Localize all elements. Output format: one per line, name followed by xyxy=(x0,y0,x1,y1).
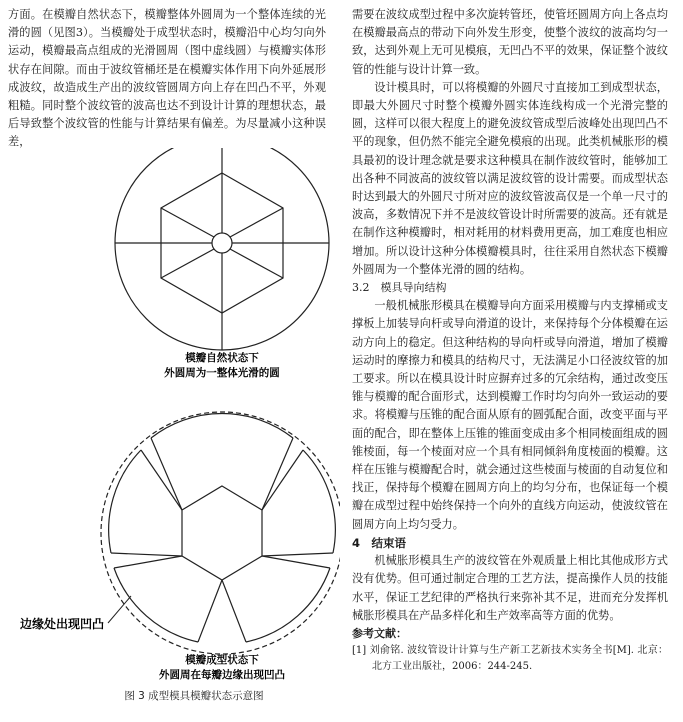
natural-label-line2: 外圆周为一整体光滑的圆 xyxy=(164,367,280,379)
forming-label-line1: 模瓣成型状态下 xyxy=(185,654,259,666)
dashed-envelope-circle xyxy=(101,412,340,654)
right-paragraph-3: 一般机械胀形模具在模瓣导向方面采用模瓣与内支撑桶或支撑板上加装导向杆或导向滑道的设计，来保持每个分体模瓣在运动方向上的稳定。但这种结构的导向杆或导向滑道，增加了模瓣运动时的摩擦力和模具的结构尺寸，无法满足小口径波纹管的加工要求。所以在模具设计时应摒弃过多的冗余结构，通过改变压锥与模瓣的配合面形式，达到模瓣工作时均匀向外一致运动的要求。将模瓣与压锥的配合面从原有的圆弧配合面，改变平面与平面的配合，即在整体上压锥的锥面变成由多个相同棱面组成的圆锥棱面，每一个棱面对应一个具有相同倾斜角度棱面的模瓣。这样在压锥与模瓣配合时，就会通过这些棱面与棱面的自动复位和找正，保持每个模瓣在圆周方向上的均匀分布，也保证每一个模瓣在成型过程中始终保持一个向外的直线方向运动，使波纹管在圆周方向上均匀受力。 xyxy=(352,299,668,531)
center-hexagon xyxy=(182,486,262,580)
segment-arc-top xyxy=(151,413,293,438)
forming-state-diagram xyxy=(101,412,340,654)
forming-label-line2: 外圆周在每瓣边缘出现凹凸 xyxy=(159,669,285,681)
right-paragraph-1: 需要在波纹成型过程中多次旋转管坯，使管坯圆周方向上各点均在模瓣最高点的带动下向外发生形变，使整个波纹的波高均匀一致，达到外观上无可见模痕，无凹凸不平的效果，保证整个波纹管的性能与设计计算一致。 xyxy=(352,8,668,76)
edge-note: 边缘处出现凹凸 xyxy=(20,617,105,631)
figure-caption: 图 3 成型模具模瓣状态示意图 xyxy=(124,690,264,702)
right-column xyxy=(352,6,668,675)
segment-arc-lower-right xyxy=(246,568,330,642)
segment-arc-lower-left xyxy=(114,568,198,642)
natural-label-line1: 模瓣自然状态下 xyxy=(185,352,259,364)
segment-arc-upper-right xyxy=(303,450,335,553)
references-title: 参考文献： xyxy=(352,626,407,640)
figure-3 xyxy=(0,148,340,688)
left-column xyxy=(8,6,326,152)
natural-state-diagram xyxy=(115,148,329,350)
segment-arc-upper-left xyxy=(109,450,141,553)
right-paragraph-2: 设计模具时，可以将模瓣的外圆尺寸直接加工到成型状态，即最大外圆尺寸时整个模瓣外圆实体连线构成一个光滑完整的圆，这样可以很大程度上的避免波纹管成型后波峰处出现凹凸不平的现象，但仍然不能完全避免模痕的出现。此类机械胀形的模具最初的设计理念就是要求这种模具在制作波纹管时，能够加工出各种不同波高的波纹管以满足波纹管的设计需要。而成型状态时达到最大的外圆尺寸所对应的波纹管波高仅是一个单一尺寸的波高，多数情况下并不是波纹管设计时所需要的波高。还有就是在制作这种模瓣时，相对耗用的材料费用更高，加工难度也相应增加。所以设计这种分体模瓣模具时，往往采用自然状态下模瓣外圆周为一个整体光滑的圆的结构。 xyxy=(352,80,668,276)
section-3-2-heading: 3.2 模具导向结构 xyxy=(352,281,447,295)
section-4-heading: 4 结束语 xyxy=(352,535,407,550)
center-ring xyxy=(212,233,232,253)
reference-1: [1] 刘俞铭. 波纹管设计计算与生产新工艺新技术实务全书[M]. 北京：北方工业出版社，2006：244-245. xyxy=(352,645,668,673)
right-paragraph-4: 机械胀形模具生产的波纹管在外观质量上相比其他成形方式没有优势。但可通过制定合理的工艺方法，提高操作人员的技能水平，保证工艺纪律的严格执行来弥补其不足，进而充分发挥机械胀形模具在产品多样化和生产效率高等方面的优势。 xyxy=(352,554,668,622)
left-paragraph: 方面。在模瓣自然状态下，模瓣整体外圆周为一个整体连续的光滑的圆（见图3）。当模瓣处于成型状态时，模瓣沿中心均匀向外运动，模瓣最高点组成的光滑圆周（图中虚线圆）与模瓣实体形状存在间隙。而由于波纹管桶坯是在模瓣实体作用下向外延展形成波纹，故造成生产出的波纹管圆周方向上存在凹凸不平，外观粗糙。同时整个波纹管的波高也达不到设计计算的理想状态，最后导致整个波纹管的性能与计算结果有偏差。为尽量减小这种误差， xyxy=(8,8,326,149)
